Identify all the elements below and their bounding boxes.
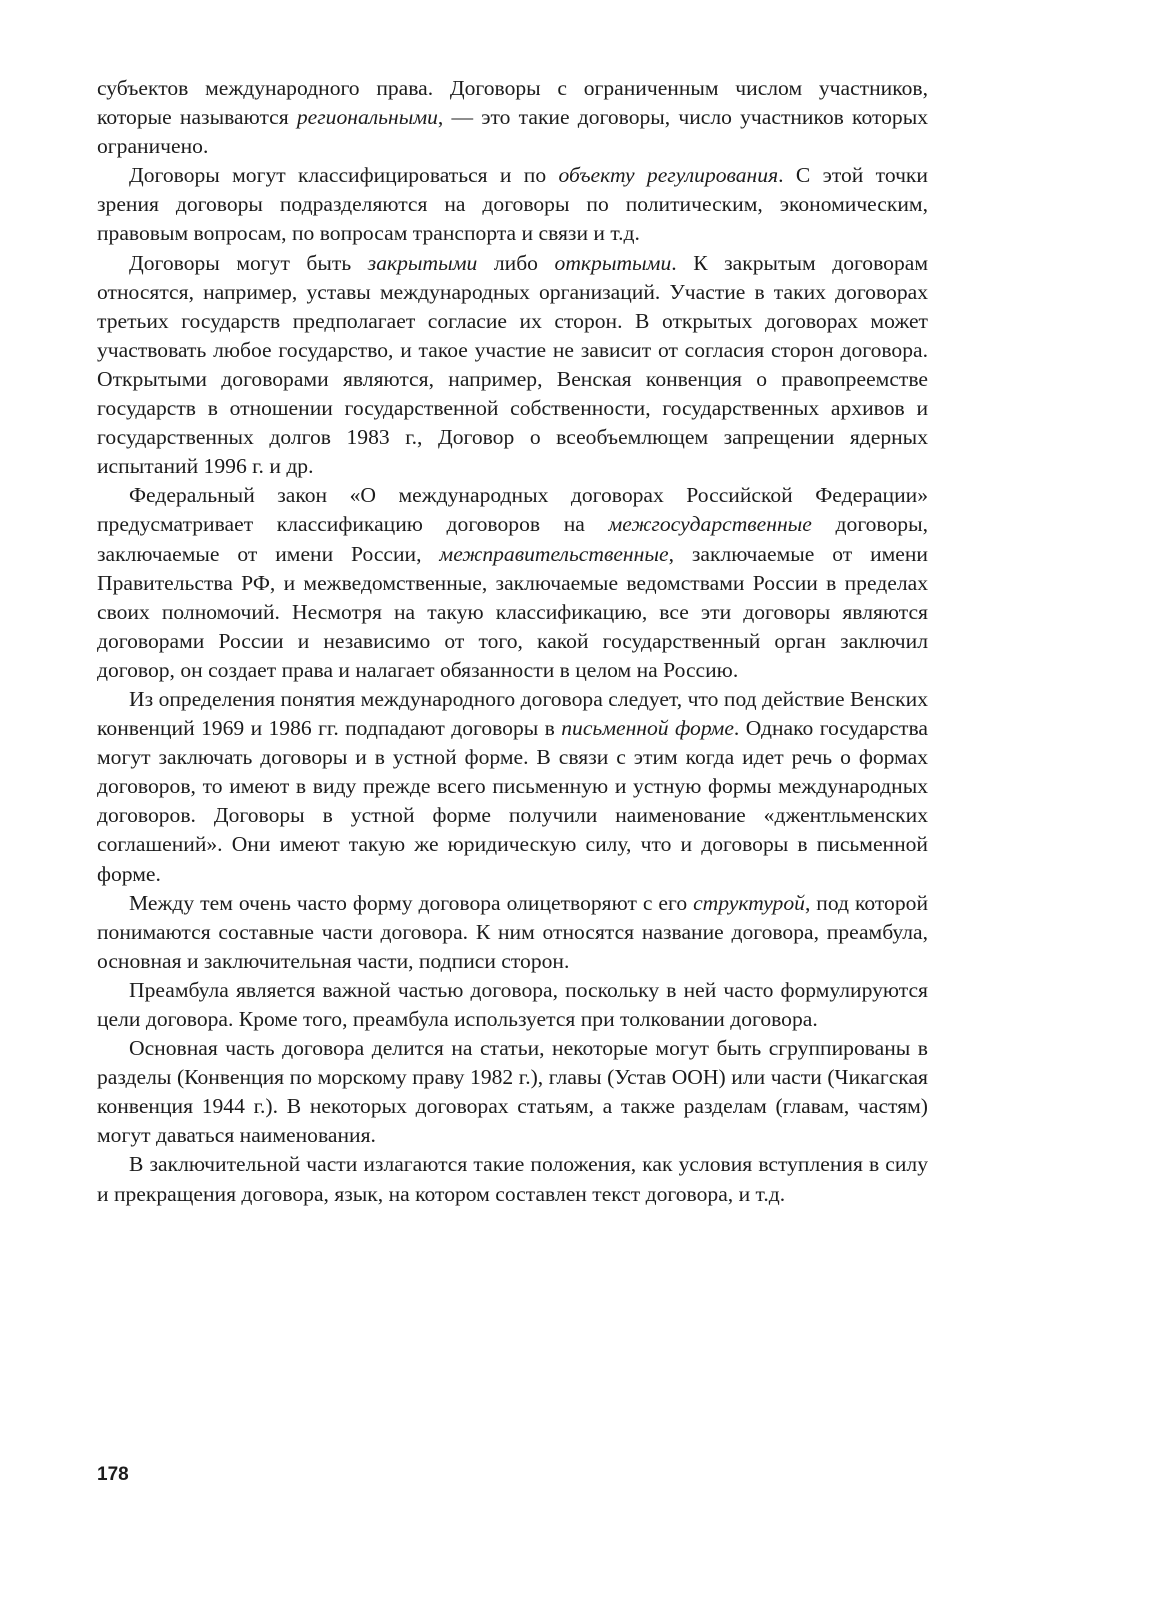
text-run: . С этой точки зрения договоры подразделяются на договоры по политическим, экономическим, правовым вопросам, по вопросам транспорта и связи и т.д. bbox=[97, 163, 928, 246]
text-run: Договоры могут классифицироваться и по bbox=[129, 163, 559, 188]
body-text bbox=[97, 74, 928, 1209]
paragraph bbox=[97, 976, 928, 1034]
paragraph bbox=[97, 889, 928, 976]
text-run: Из определения понятия международного договора следует, что под действие Венских конвенций 1969 и 1986 гг. подпадают договоры в bbox=[97, 686, 928, 741]
text-run: субъектов международного права. Договоры с ограниченным числом участников, которые называются bbox=[97, 76, 928, 130]
paragraph bbox=[97, 1150, 928, 1208]
text-run: В заключительной части излагаются такие положения, как условия вступления в силу и прекращения договора, язык, на котором составлен текст договора, и т.д. bbox=[97, 1152, 928, 1206]
paragraph bbox=[97, 249, 928, 482]
italic-term: закрытыми bbox=[367, 250, 478, 275]
text-run: . Однако государства могут заключать договоры и в устной форме. В связи с этим когда идет речь о формах договоров, то имеют в виду прежде всего письменную и устную формы международных договоров. Договоры в устной форме получили наименование «джентльменских соглашений». Они имеют такую же юридическую силу, что и договоры в письменной форме. bbox=[97, 716, 928, 886]
text-run: , — это такие договоры, число участников которых ограничено. bbox=[97, 105, 929, 159]
text-run: , под которой понимаются составные части договора. К ним относятся название договора, преамбула, основная и заключительная части, подписи сторон. bbox=[97, 890, 928, 973]
italic-term: межгосударственные bbox=[608, 512, 812, 537]
italic-term: объекту регулирования bbox=[558, 163, 779, 188]
paragraph bbox=[97, 161, 928, 248]
text-run: либо bbox=[477, 250, 555, 275]
page-number: 178 bbox=[97, 1464, 129, 1485]
italic-term: структурой bbox=[693, 890, 805, 915]
text-run: Договоры могут быть bbox=[129, 250, 368, 275]
text-run: Федеральный закон «О международных договорах Российской Федерации» предусматривает классификацию договоров на bbox=[97, 483, 928, 537]
paragraph bbox=[97, 685, 928, 889]
text-run: . К закрытым договорам относятся, например, уставы международных организаций. Участие в таких договорах третьих государств предполагает согласие их сторон. В открытых договорах может участвовать любое государство, и такое участие не зависит от согласия сторон договора. Открытыми договорами являются, например, Венская конвенция о правопреемстве государств в отношении государственной собственности, государственных архивов и государственных долгов 1983 г., Договор о всеобъемлющем запрещении ядерных испытаний 1996 г. и др. bbox=[97, 250, 928, 479]
text-run: договоры, заключаемые от имени России, bbox=[97, 512, 928, 566]
paragraph bbox=[97, 74, 928, 161]
italic-term: открытыми bbox=[554, 250, 672, 275]
italic-term: региональными bbox=[296, 105, 438, 130]
text-run: Преамбула является важной частью договора, поскольку в ней часто формулируются цели договора. Кроме того, преамбула используется при толковании договора. bbox=[97, 977, 928, 1031]
italic-term: письменной форме bbox=[561, 716, 734, 741]
text-run: , заключаемые от имени Правительства РФ, и межведомственные, заключаемые ведомствами России в пределах своих полномочий. Несмотря на такую классификацию, все эти договоры являются договорами России и независимо от того, какой государственный орган заключил договор, он создает права и налагает обязанности в целом на Россию. bbox=[97, 541, 928, 682]
italic-term: межправительственные bbox=[439, 541, 669, 566]
text-run: Между тем очень часто форму договора олицетворяют с его bbox=[129, 890, 694, 915]
paragraph bbox=[97, 1034, 928, 1150]
paragraph bbox=[97, 481, 928, 685]
text-run: Основная часть договора делится на статьи, некоторые могут быть сгруппированы в разделы (Конвенция по морскому праву 1982 г.), главы (Устав ООН) или части (Чикагская конвенция 1944 г.). В некоторых договорах статьям, а также разделам (главам, частям) могут даваться наименования. bbox=[97, 1036, 928, 1148]
